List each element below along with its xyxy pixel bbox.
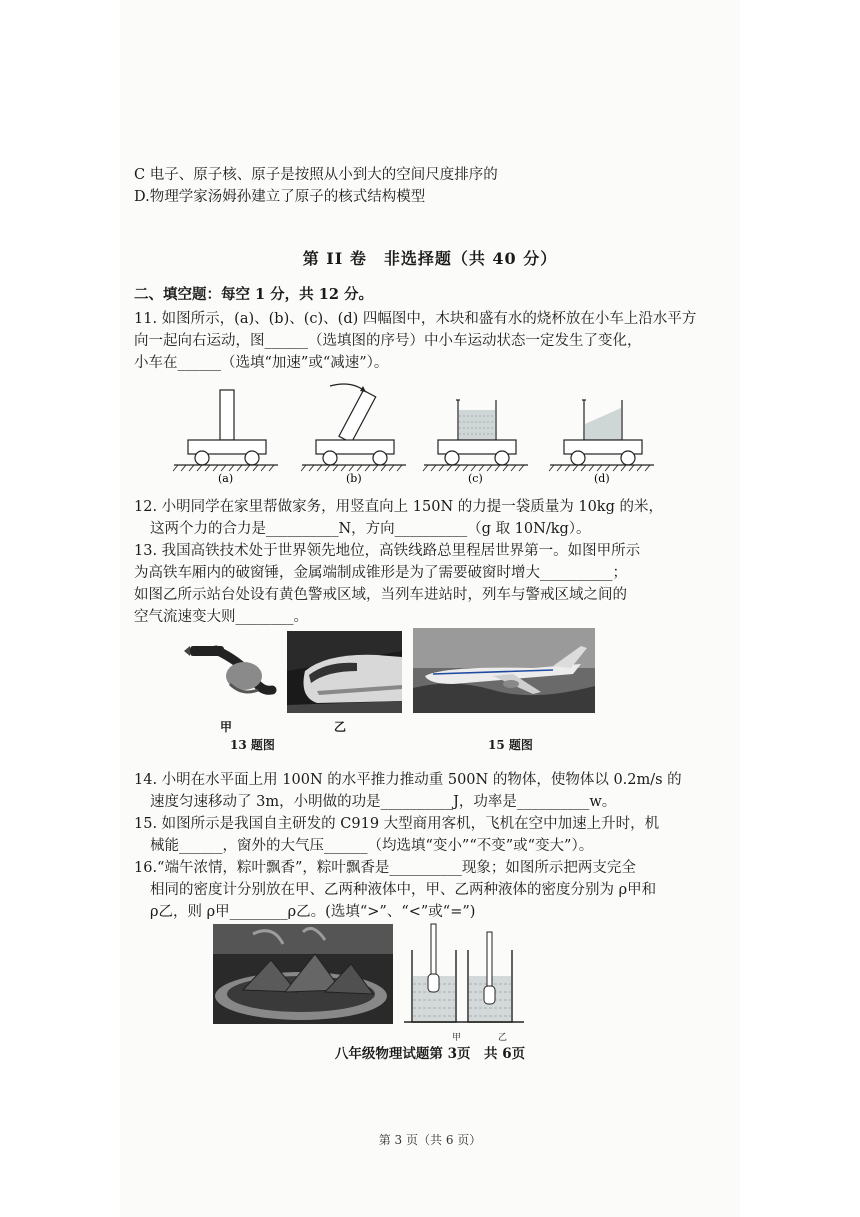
q12-line-1: 12. 小明同学在家里帮做家务，用竖直向上 150N 的力提一袋质量为 10kg 的米，: [134, 499, 663, 515]
cart-c: [423, 400, 528, 471]
exam-footer: 八年级物理试题第 3页 共 6页: [334, 1046, 526, 1062]
high-speed-train-photo: [287, 631, 402, 713]
q16-line-2: 相同的密度计分别放在甲、乙两种液体中，甲、乙两种液体的密度分别为 ρ甲和: [150, 882, 657, 898]
q11-line-1: 11. 如图所示，(a)、(b)、(c)、(d) 四幅图中，木块和盛有水的烧杯放在小车上沿水平方: [134, 311, 697, 327]
q15-line-1: 15. 如图所示是我国自主研发的 C919 大型商用客机，飞机在空中加速上升时，机: [134, 816, 660, 832]
section-title: 第 II 卷 非选择题（共 40 分）: [302, 249, 558, 268]
q13-line-2: 为高铁车厢内的破窗锤，金属端制成锥形是为了需要破窗时增大__________；: [134, 565, 627, 581]
caption-13: 13 题图: [230, 738, 275, 752]
q13-line-1: 13. 我国高铁技术处于世界领先地位，高铁线路总里程居世界第一。如图甲所示: [134, 543, 641, 559]
page-footer: 第 3 页（共 6 页）: [378, 1133, 482, 1147]
label-jia-13: 甲: [220, 720, 233, 734]
label-b: (b): [346, 472, 362, 485]
q16-line-1: 16.“端午浓情，粽叶飘香”，粽叶飘香是__________现象；如图所示把两支完全: [134, 860, 636, 876]
label-yi-16: 乙: [498, 1033, 508, 1043]
q13-line-4: 空气流速变大则________。: [134, 609, 308, 625]
label-d: (d): [594, 472, 610, 485]
density-meter-diagram: [404, 920, 524, 1032]
q12-line-2: 这两个力的合力是__________N，方向__________（g 取 10N/kg）。: [150, 521, 591, 537]
q11-cart-diagrams: [170, 378, 670, 488]
q15-line-2: 械能______，窗外的大气压______（均选填“变小”“不变”或“变大”）。: [150, 838, 594, 854]
option-c: C 电子、原子核、原子是按照从小到大的空间尺度排序的: [134, 167, 498, 183]
q14-line-2: 速度匀速移动了 3m，小明做的功是__________J，功率是__________w。: [150, 794, 617, 810]
q13-line-3: 如图乙所示站台处设有黄色警戒区域，当列车进站时，列车与警戒区域之间的: [134, 587, 627, 603]
label-c: (c): [468, 472, 483, 485]
option-d: D.物理学家汤姆孙建立了原子的核式结构模型: [134, 189, 426, 205]
q14-line-1: 14. 小明在水平面上用 100N 的水平推力推动重 500N 的物体，使物体以 0.2m/s 的: [134, 772, 682, 788]
label-yi-13: 乙: [334, 720, 347, 734]
cart-d: [549, 400, 654, 471]
q11-line-2: 向一起向右运动，图______（选填图的序号）中小车运动状态一定发生了变化，: [134, 333, 642, 349]
cart-b: [301, 384, 406, 471]
label-a: (a): [218, 472, 234, 485]
zongzi-photo: [213, 924, 393, 1024]
cart-a: [173, 390, 278, 471]
q16-line-3: ρ乙，则 ρ甲________ρ乙。(选填“>”、“<”或“=”): [150, 904, 476, 920]
q11-line-3: 小车在______（选填“加速”或“减速”）。: [134, 355, 389, 371]
section-heading: 二、填空题：每空 1 分，共 12 分。: [134, 286, 373, 303]
label-jia-16: 甲: [452, 1033, 462, 1043]
caption-15: 15 题图: [488, 738, 533, 752]
c919-aircraft-photo: [413, 628, 595, 713]
window-hammer-photo: [182, 632, 282, 710]
